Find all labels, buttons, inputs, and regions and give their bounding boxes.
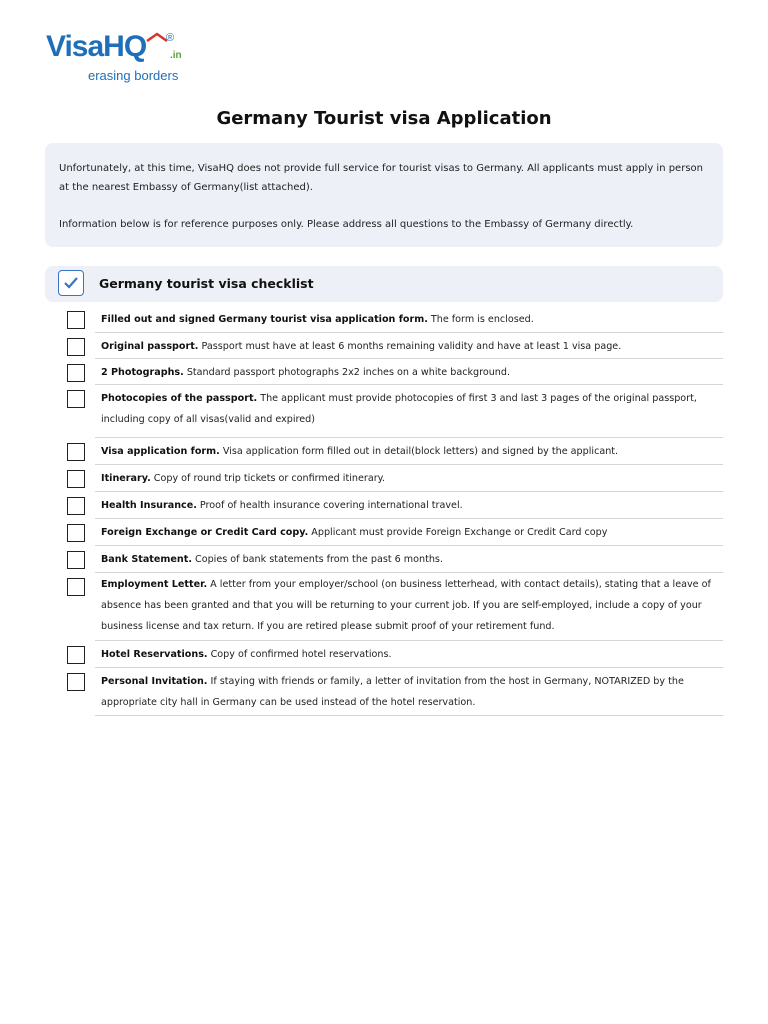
checkbox[interactable] [67,551,85,569]
checklist-item-description: The form is enclosed. [427,314,534,325]
checklist-item-description: Copy of round trip tickets or confirmed itinerary. [150,473,386,484]
checklist-item-heading: Hotel Reservations. [101,649,208,660]
checklist-item-heading: Bank Statement. [101,554,192,565]
checklist-item [0,641,768,668]
checklist-item-description: Applicant must provide Foreign Exchange or Credit Card copy [308,527,608,538]
checkbox[interactable] [67,646,85,664]
checklist-item-description: The applicant must provide photocopies of first 3 and last 3 pages of the original passport, including copy of all visas(valid and expired) [101,393,697,425]
checklist-item-heading: Photocopies of the passport. [101,393,258,404]
checkbox[interactable] [67,338,85,356]
checklist-item-description: If staying with friends or family, a letter of invitation from the host in Germany, NOTARIZED by the appropriate city hall in Germany can be used instead of the hotel reservation. [101,676,684,708]
checklist-item-description: A letter from your employer/school (on business letterhead, with contact details), stating that a leave of absence has been granted and that you will be returning to your current job. If you are self-employed, include a copy of your business license and tax return. If you are retired please submit proof of your retirement fund. [101,579,711,632]
checklist-item [0,668,768,716]
checklist-item-text [95,438,723,465]
checkbox[interactable] [67,673,85,691]
checklist-item [0,306,768,333]
checklist-item-heading: Foreign Exchange or Credit Card copy. [101,527,309,538]
page-title: Germany Tourist visa Application [216,108,552,129]
logo-wordmark: VisaHQ [46,30,147,63]
checklist-item-text [95,668,723,716]
checklist-item [0,519,768,546]
checklist-item [0,573,768,641]
checklist-item-text [95,333,723,359]
notice-paragraph: Unfortunately, at this time, VisaHQ does not provide full service for tourist visas to Germany. All applicants must apply in person at the nearest Embassy of Germany(list attached). [59,163,703,193]
checklist-item [0,333,768,359]
checklist-item-description: Copies of bank statements from the past 6 months. [191,554,443,565]
checklist-item-heading: Original passport. [101,341,199,352]
checkbox[interactable] [67,364,85,382]
checklist-item-text [95,573,723,641]
checklist-item-text [95,385,723,438]
checklist-item-heading: Visa application form. [101,446,220,457]
logo-tagline: erasing borders [88,68,179,83]
notice-paragraph: Information below is for reference purposes only. Please address all questions to the Embassy of Germany directly. [59,219,634,230]
checkbox[interactable] [67,390,85,408]
checkbox[interactable] [67,497,85,515]
checklist-item-description: Visa application form filled out in detail(block letters) and signed by the applicant. [219,446,619,457]
checklist-item-heading: Itinerary. [101,473,151,484]
checklist-item-heading: Filled out and signed Germany tourist visa application form. [101,314,428,325]
checklist-item [0,438,768,465]
checklist-item-text [95,492,723,519]
checklist-item-text [95,465,723,492]
checklist-header [45,266,723,302]
checklist-item-description: Passport must have at least 6 months remaining validity and have at least 1 visa page. [198,341,622,352]
checklist-item-description: Copy of confirmed hotel reservations. [207,649,392,660]
checkbox[interactable] [67,470,85,488]
checklist-item-text [95,519,723,546]
notice-box [45,143,723,247]
checklist-item-text [95,641,723,668]
checklist-item [0,359,768,385]
checklist-item-heading: 2 Photographs. [101,367,184,378]
checklist-item [0,465,768,492]
checkbox[interactable] [67,524,85,542]
checkbox[interactable] [67,311,85,329]
checklist-item-text [95,306,723,333]
checklist-item [0,546,768,573]
checklist-item-heading: Health Insurance. [101,500,197,511]
logo-registered-mark: ® [166,32,175,44]
checkbox[interactable] [67,578,85,596]
checklist-item [0,492,768,519]
checklist-item-text [95,359,723,385]
checklist-item-description: Proof of health insurance covering international travel. [196,500,463,511]
checkbox[interactable] [67,443,85,461]
checklist-item [0,385,768,438]
checklist-item-heading: Employment Letter. [101,579,208,590]
logo-domain-suffix: .in [170,50,182,61]
checkmark-icon [58,270,84,296]
checklist-item-text [95,546,723,573]
checklist-item-heading: Personal Invitation. [101,676,208,687]
visahq-logo [46,30,216,86]
checklist-item-description: Standard passport photographs 2x2 inches on a white background. [183,367,511,378]
logo-roof-icon [146,32,168,42]
checklist-title: Germany tourist visa checklist [99,276,314,291]
